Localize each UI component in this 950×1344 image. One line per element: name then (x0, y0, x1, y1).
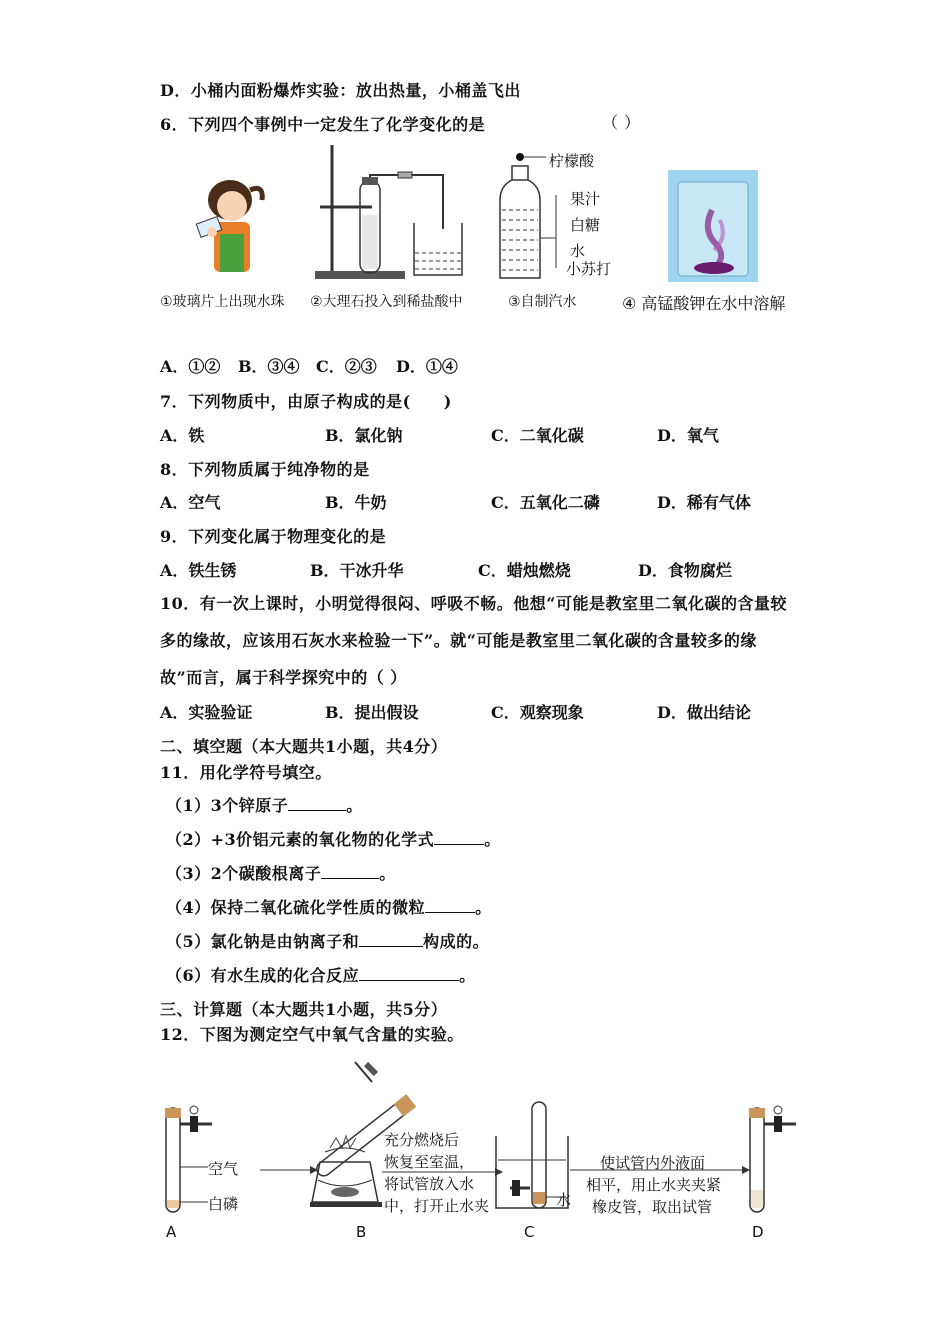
label-white-phosphorus: 白磷 (208, 1195, 239, 1213)
q11-item-2: （2）+3价铝元素的氧化物的化学式 。 (166, 830, 501, 849)
label-sugar: 白糖 (570, 216, 601, 234)
label-juice: 果汁 (570, 190, 601, 208)
q9-option-a: A．铁生锈 (160, 561, 237, 580)
section3-title: 三、计算题（本大题共1小题，共5分） (160, 1000, 448, 1019)
label-air: 空气 (208, 1160, 239, 1178)
test-tube-a (165, 1106, 212, 1212)
step1-line-4: 中，打开止水夹 (384, 1197, 490, 1215)
q7-stem: 7．下列物质中，由原子构成的是( ) (160, 392, 452, 411)
q6-img2-caption: ②大理石投入到稀盐酸中 (310, 294, 463, 310)
q8-option-c: C．五氧化二磷 (491, 493, 600, 512)
label-citric-acid: 柠檬酸 (549, 152, 595, 170)
answer-blank-3[interactable] (321, 864, 379, 879)
answer-blank-4[interactable] (425, 898, 475, 913)
q6-img1-caption: ①玻璃片上出现水珠 (160, 294, 285, 310)
step2-line-1: 使试管内外液面 (600, 1154, 706, 1172)
q10-line-1: 10．有一次上课时，小明觉得很闷、呼吸不畅。他想“可能是教室里二氧化碳的含量较 (160, 594, 787, 613)
q5-option-d: D．小桶内面粉爆炸实验：放出热量，小桶盖飞出 (160, 81, 521, 100)
q8-stem: 8．下列物质属于纯净物的是 (160, 460, 370, 479)
q11-stem: 11．用化学符号填空。 (160, 763, 332, 782)
label-water: 水 (570, 242, 586, 260)
q7-option-c: C．二氧化碳 (491, 426, 584, 445)
q8-option-a: A．空气 (160, 493, 221, 512)
q11-item-6: （6）有水生成的化合反应 。 (166, 966, 476, 985)
q10-option-a: A．实验验证 (160, 703, 253, 722)
q11-item-5: （5）氯化钠是由钠离子和 构成的。 (166, 932, 490, 951)
q6-stem: 6．下列四个事例中一定发生了化学变化的是 (160, 115, 486, 134)
q6-option-d: D．①④ (396, 357, 458, 376)
q10-option-d: D．做出结论 (657, 703, 751, 722)
answer-blank-1[interactable] (288, 796, 346, 811)
q7-option-b: B．氯化钠 (325, 426, 403, 445)
q8-option-b: B．牛奶 (325, 493, 387, 512)
permanganate-beaker-photo (668, 170, 758, 282)
q11-item-3: （3）2个碳酸根离子 。 (166, 864, 396, 883)
step1-line-2: 恢复至室温， (384, 1153, 475, 1171)
label-water-c: 水 (556, 1191, 572, 1209)
answer-blank-6[interactable] (359, 966, 459, 981)
q6-option-b: B．③④ (238, 357, 300, 376)
step1-line-1: 充分燃烧后 (384, 1131, 460, 1149)
step1-line-3: 将试管放入水 (384, 1175, 475, 1193)
q6-answer-paren: （ ） (602, 113, 641, 132)
q6-img3-caption: ③自制汽水 (508, 294, 577, 310)
q10-line-3: 故”而言，属于科学探究中的（ ） (160, 668, 407, 687)
marble-acid-apparatus (310, 145, 480, 285)
label-baking-soda: 小苏打 (566, 260, 612, 278)
q7-option-a: A．铁 (160, 426, 205, 445)
q7-option-d: D．氧气 (657, 426, 719, 445)
section2-title: 二、填空题（本大题共1小题，共4分） (160, 737, 448, 756)
q12-stem: 12．下图为测定空气中氧气含量的实验。 (160, 1025, 464, 1044)
girl-glass-illustration (190, 172, 270, 282)
q9-option-c: C．蜡烛燃烧 (478, 561, 571, 580)
step2-line-3: 橡皮管，取出试管 (592, 1198, 713, 1216)
q8-option-d: D．稀有气体 (657, 493, 751, 512)
q9-option-d: D．食物腐烂 (638, 561, 732, 580)
letter-b: B (356, 1223, 367, 1241)
step2-line-2: 相平，用止水夹夹紧 (586, 1176, 722, 1194)
letter-a: A (166, 1223, 177, 1241)
q9-option-b: B．干冰升华 (310, 561, 404, 580)
q6-option-a: A．①② (160, 357, 221, 376)
letter-c: C (524, 1223, 535, 1241)
q6-option-c: C．②③ (316, 357, 377, 376)
q11-item-4: （4）保持二氧化硫化学性质的微粒 。 (166, 898, 492, 917)
q6-img4-caption: ④ 高锰酸钾在水中溶解 (622, 294, 786, 313)
q10-option-c: C．观察现象 (491, 703, 584, 722)
letter-d: D (752, 1223, 764, 1241)
answer-blank-2[interactable] (434, 830, 484, 845)
q10-option-b: B．提出假设 (325, 703, 419, 722)
test-tube-d (749, 1106, 796, 1212)
q10-line-2: 多的缘故，应该用石灰水来检验一下”。就“可能是教室里二氧化碳的含量较多的缘 (160, 631, 757, 650)
answer-blank-5[interactable] (359, 932, 423, 947)
q11-item-1: （1）3个锌原子 。 (166, 796, 363, 815)
q9-stem: 9．下列变化属于物理变化的是 (160, 527, 387, 546)
